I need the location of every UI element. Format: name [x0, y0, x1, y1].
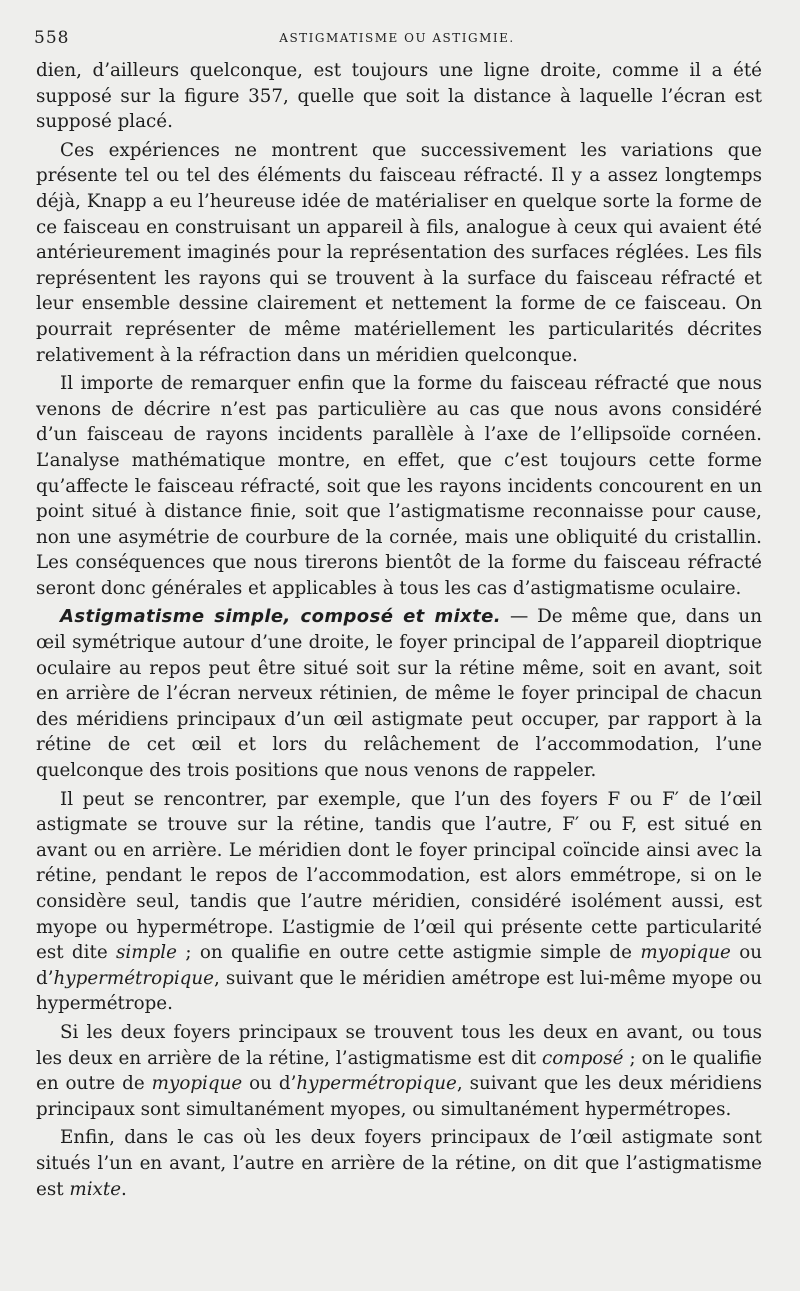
- italic-term: simple: [116, 942, 177, 964]
- text-run: ; on qualifie en outre cette astigmie simple de: [176, 942, 641, 964]
- italic-term: hypermétropique: [296, 1073, 457, 1095]
- paragraph-section-astigmatism: [36, 604, 762, 783]
- italic-term: composé: [542, 1047, 624, 1069]
- italic-term: myopique: [640, 942, 731, 964]
- text-run: .: [121, 1178, 127, 1200]
- paragraph-compose: [36, 1020, 762, 1122]
- paragraph-analysis: Il importe de remarquer enfin que la forme du faisceau réfracté que nous venons de décrire n’est pas particulière au cas que nous avons considéré d’un faisceau de rayons incidents parallèle à l’axe de l’ellipsoïde cornéen. L’analyse mathématique montre, en effet, que c’est toujours cette forme qu’affecte le faisceau réfracté, soit que les rayons incidents concourent en un point situé à distance finie, soit que l’astigmatisme reconnaisse pour cause, non une asymétrie de courbure de la cornée, mais une obliquité du cristallin. Les conséquences que nous tirerons bientôt de la forme du faisceau réfracté seront donc générales et applicables à tous les cas d’astigmatisme oculaire.: [36, 373, 762, 599]
- paragraph-knapp: Ces expériences ne montrent que successivement les variations que présente tel ou tel des éléments du faisceau réfracté. Il y a assez longtemps déjà, Knapp a eu l’heureuse idée de matérialiser en quelque sorte la forme de ce faisceau en construisant un appareil à fils, analogue à ceux qui avaient été antérieurement imaginés pour la représentation des surfaces réglées. Les fils représentent les rayons qui se trouvent à la surface du faisceau réfracté et leur ensemble dessine clairement et nettement la forme de ce faisceau. On pourrait représenter de même matériellement les particularités décrites relativement à la réfraction dans un méridien quelconque.: [36, 139, 762, 366]
- text-run: ou d’: [242, 1073, 297, 1095]
- italic-term: hypermétropique: [53, 967, 214, 989]
- text-run: Il peut se rencontrer, par exemple, que l’un des foyers F ou F′ de l’œil astigmate se trouve sur la rétine, tandis que l’autre, F′ ou F, est situé en avant ou en arrière. Le méridien dont le foyer principal coïncide ainsi avec la rétine, pendant le repos de l’accommodation, est alors emmétrope, si on le considère seul, tandis que l’autre méridien, considéré isolément aussi, est myope ou hypermétrope. L’astigmie de l’œil qui présente cette particularité est dite: [36, 788, 762, 964]
- running-title: ASTIGMATISME OU ASTIGMIE.: [279, 31, 515, 45]
- text-run: , suivant que les deux méridiens principaux sont simultanément myopes, ou simultanément hypermétropes.: [36, 1073, 763, 1120]
- em-dash: —: [501, 606, 538, 628]
- text-run: Si les deux foyers principaux se trouvent tous les deux en avant, ou tous les deux en arrière de la rétine, l’astigmatisme est dit: [36, 1021, 762, 1069]
- italic-term: mixte: [69, 1178, 122, 1200]
- paragraph-simple: [36, 787, 762, 1017]
- text-run: ou d’: [36, 942, 762, 989]
- page-body: [36, 58, 762, 1205]
- text-run: ; on le qualifie en outre de: [36, 1047, 762, 1095]
- paragraph-continuation: dien, d’ailleurs quelconque, est toujours une ligne droite, comme il a été supposé sur la figure 357, quelle que soit la distance à laquelle l’écran est supposé placé.: [36, 60, 762, 133]
- paragraph-mixte: [36, 1125, 762, 1202]
- text-run: Enfin, dans le cas où les deux foyers principaux de l’œil astigmate sont situés l’un en avant, l’autre en arrière de la rétine, on dit que l’astigmatisme est: [36, 1127, 762, 1200]
- italic-term: myopique: [151, 1073, 243, 1095]
- page-number: 558: [34, 28, 70, 48]
- text-run: , suivant que le méridien amétrope est lui-même myope ou hypermétrope.: [36, 967, 762, 1015]
- page-header: [34, 28, 760, 48]
- section-title: Astigmatisme simple, composé et mixte.: [60, 606, 502, 628]
- section-text: De même que, dans un œil symétrique autour d’une droite, le foyer principal de l’appareil dioptrique oculaire au repos peut être situé soit sur la rétine même, soit en avant, soit en arrière de l’écran nerveux rétinien, de même le foyer principal de chacun des méridiens principaux d’un œil astigmate peut occuper, par rapport à la rétine de cet œil et lors du relâchement de l’accommodation, l’une quelconque des trois positions que nous venons de rappeler.: [36, 606, 762, 782]
